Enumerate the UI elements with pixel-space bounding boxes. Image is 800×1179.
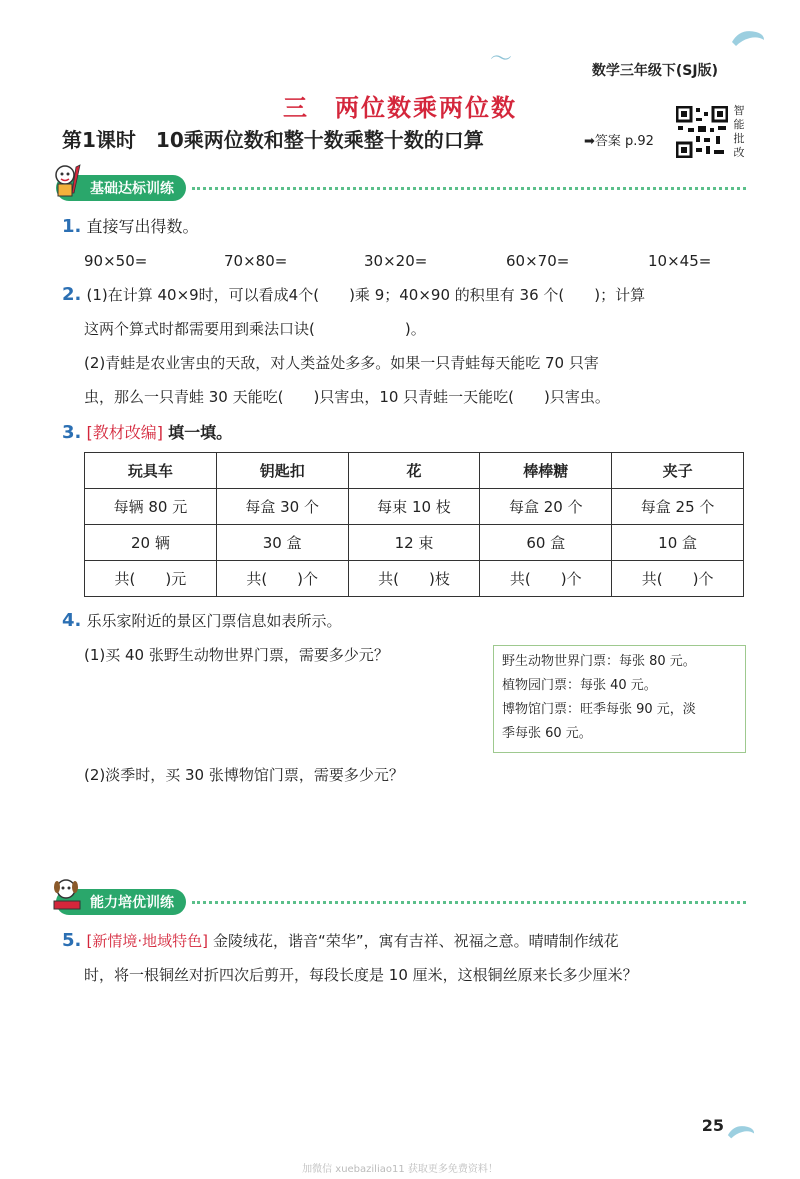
question-5-line-2: 时，将一根铜丝对折四次后剪开，每段长度是 10 厘米，这根铜丝原来长多少厘米？ bbox=[84, 966, 638, 984]
source-tag: [教材改编] bbox=[86, 423, 163, 442]
question-2-line-4: 虫，那么一只青蛙 30 天能吃( )只害虫，10 只青蛙一天能吃( )只害虫。 bbox=[84, 388, 610, 406]
answer-cell[interactable]: 共( )枝 bbox=[348, 561, 480, 597]
question-text: 金陵绒花，谐音“荣华”，寓有吉祥、祝福之意。晴晴制作绒花 bbox=[213, 932, 619, 950]
fill-in-table bbox=[84, 452, 744, 597]
lesson-title: 第1课时 10乘两位数和整十数乘整十数的口算 bbox=[62, 128, 484, 152]
footer-watermark: 加微信 xuebaziliao11 获取更多免费资料！ bbox=[302, 1164, 498, 1175]
calc-item: 70×80= bbox=[224, 252, 288, 270]
section-label: 基础达标训练 bbox=[90, 181, 174, 197]
question-2-line-3: (2)青蛙是农业害虫的天敌，对人类益处多多。如果一只青蛙每天能吃 70 只害 bbox=[84, 354, 599, 372]
info-line: 野生动物世界门票：每张 80 元。 bbox=[502, 654, 696, 669]
table-cell: 60 盒 bbox=[480, 525, 612, 561]
table-cell: 玩具车 bbox=[85, 453, 217, 489]
question-number: 5. bbox=[62, 930, 82, 951]
info-line: 博物馆门票：旺季每张 90 元，淡 bbox=[502, 702, 696, 717]
answer-cell[interactable]: 共( )个 bbox=[216, 561, 348, 597]
table-cell: 每盒 30 个 bbox=[216, 489, 348, 525]
section-basic-training bbox=[56, 174, 746, 202]
calc-item: 60×70= bbox=[506, 252, 570, 270]
table-cell: 每辆 80 元 bbox=[85, 489, 217, 525]
info-line: 植物园门票：每张 40 元。 bbox=[502, 678, 657, 693]
calc-item: 10×45= bbox=[648, 252, 712, 270]
question-4-part-1: (1)买 40 张野生动物世界门票，需要多少元？ bbox=[84, 646, 389, 664]
section-advanced-training bbox=[56, 888, 746, 916]
page-number: 25 bbox=[701, 1116, 724, 1135]
question-number: 3. bbox=[62, 422, 82, 443]
table-cell: 每盒 25 个 bbox=[612, 489, 744, 525]
question-text: 填一填。 bbox=[168, 423, 233, 442]
table-cell: 12 束 bbox=[348, 525, 480, 561]
question-3 bbox=[62, 420, 232, 443]
puppy-mascot-icon bbox=[50, 877, 84, 913]
question-5-line-1 bbox=[62, 930, 619, 951]
table-cell: 棒棒糖 bbox=[480, 453, 612, 489]
table-cell: 30 盒 bbox=[216, 525, 348, 561]
dotted-divider bbox=[192, 187, 746, 190]
question-text: 乐乐家附近的景区门票信息如表所示。 bbox=[86, 612, 342, 630]
qr-code-icon[interactable] bbox=[676, 106, 728, 158]
table-cell: 夹子 bbox=[612, 453, 744, 489]
calc-item: 30×20= bbox=[364, 252, 428, 270]
question-4-part-2: (2)淡季时，买 30 张博物馆门票，需要多少元？ bbox=[84, 766, 404, 784]
table-cell: 20 辆 bbox=[85, 525, 217, 561]
answer-cell[interactable]: 共( )元 bbox=[85, 561, 217, 597]
book-title: 数学三年级下(SJ版) bbox=[591, 63, 718, 79]
question-text: 直接写出得数。 bbox=[86, 217, 199, 236]
answer-cell[interactable]: 共( )个 bbox=[480, 561, 612, 597]
info-line: 季每张 60 元。 bbox=[502, 726, 592, 741]
calc-item: 90×50= bbox=[84, 252, 148, 270]
table-row bbox=[85, 561, 744, 597]
table-cell: 花 bbox=[348, 453, 480, 489]
answer-reference: ➡答案 p.92 bbox=[584, 134, 654, 149]
table-cell: 钥匙扣 bbox=[216, 453, 348, 489]
section-label: 能力培优训练 bbox=[90, 895, 174, 911]
question-1 bbox=[62, 214, 198, 237]
dotted-divider bbox=[192, 901, 746, 904]
table-row bbox=[85, 453, 744, 489]
section-label-pill bbox=[56, 889, 186, 915]
dolphin-icon: 〜 bbox=[490, 47, 513, 72]
pencil-mascot-icon bbox=[50, 163, 84, 199]
question-number: 4. bbox=[62, 610, 82, 631]
ticket-info-box bbox=[493, 645, 746, 753]
question-number: 1. bbox=[62, 216, 82, 237]
table-cell: 每束 10 枝 bbox=[348, 489, 480, 525]
dolphin-icon bbox=[726, 1122, 756, 1144]
source-tag: [新情境·地域特色] bbox=[86, 932, 208, 950]
question-2-line-1 bbox=[62, 284, 645, 305]
unit-title: 三 两位数乘两位数 bbox=[283, 94, 517, 122]
dolphin-icon bbox=[730, 26, 766, 54]
table-row bbox=[85, 489, 744, 525]
table-cell: 每盒 20 个 bbox=[480, 489, 612, 525]
question-2-line-2: 这两个算式时都需要用到乘法口诀( )。 bbox=[84, 320, 426, 338]
answer-cell[interactable]: 共( )个 bbox=[612, 561, 744, 597]
table-row bbox=[85, 525, 744, 561]
question-4 bbox=[62, 610, 341, 631]
smart-grading-label: 智能批改 bbox=[733, 104, 745, 159]
table-cell: 10 盒 bbox=[612, 525, 744, 561]
question-text: (1)在计算 40×9时，可以看成4个( )乘 9；40×90 的积里有 36 个( )；计算 bbox=[86, 286, 646, 304]
section-label-pill bbox=[56, 175, 186, 201]
question-number: 2. bbox=[62, 284, 82, 305]
